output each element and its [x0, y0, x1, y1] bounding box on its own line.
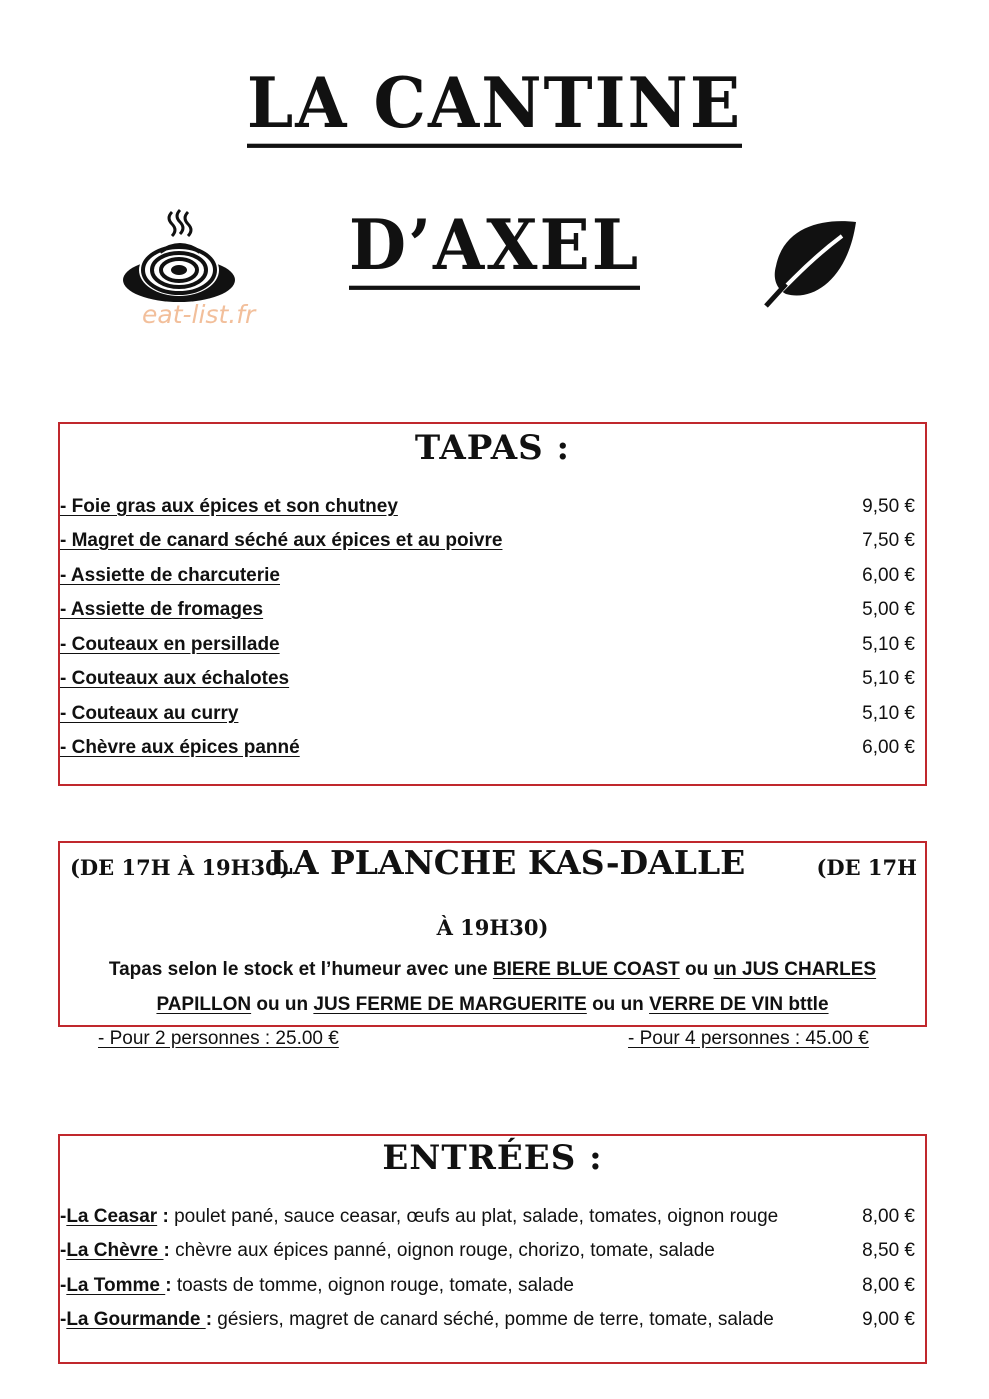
menu-item	[60, 599, 925, 621]
entrees-section	[58, 1134, 927, 1364]
planche-hours-continued: À 19H30)	[436, 915, 549, 940]
menu-item	[60, 668, 925, 690]
item-name: - Chèvre aux épices panné	[60, 737, 300, 758]
item-name: - Assiette de fromages	[60, 599, 264, 620]
item-prefix: -	[60, 1275, 67, 1296]
item-name: - Couteaux au curry	[60, 703, 239, 724]
item-name: La Chèvre	[66, 1240, 164, 1261]
item-prefix: -	[60, 1240, 67, 1261]
title-line1-text: LA CANTINE	[247, 68, 742, 148]
item-prefix: -	[60, 1206, 67, 1227]
item-description: poulet pané, sauce ceasar, œufs au plat, salade, tomates, oignon rouge	[174, 1206, 779, 1227]
watermark: eat-list.fr	[142, 300, 256, 329]
desc-highlight: PAPILLON	[156, 994, 252, 1015]
item-separator: :	[205, 1309, 218, 1330]
planche-price-4-people: - Pour 4 personnes : 45.00 €	[628, 1028, 869, 1049]
planche-hours-right: (DE 17H	[816, 855, 917, 880]
desc-text: ou un	[586, 994, 650, 1015]
item-price: 8,50 €	[862, 1240, 915, 1261]
item-name: La Ceasar	[66, 1206, 158, 1227]
item-name: - Magret de canard séché aux épices et au poivre	[60, 530, 503, 551]
desc-text: Tapas selon le stock et l’humeur avec une	[108, 959, 493, 980]
item-separator: :	[163, 1240, 176, 1261]
item-description: toasts de tomme, oignon rouge, tomate, salade	[176, 1275, 574, 1296]
item-description: gésiers, magret de canard séché, pomme de terre, tomate, salade	[217, 1309, 774, 1330]
item-price: 6,00 €	[862, 737, 915, 758]
item-description: chèvre aux épices panné, oignon rouge, chorizo, tomate, salade	[175, 1240, 715, 1261]
steaming-bowl-icon	[120, 208, 238, 308]
item-price: 5,10 €	[862, 668, 915, 689]
planche-title: LA PLANCHE KAS-DALLE	[269, 843, 746, 882]
leaf-icon	[764, 218, 860, 308]
menu-item	[60, 496, 925, 518]
item-price: 5,10 €	[862, 703, 915, 724]
menu-item	[60, 634, 925, 656]
item-name: La Gourmande	[66, 1309, 206, 1330]
title-line2-text: D’AXEL	[349, 210, 640, 290]
desc-text: ou un	[251, 994, 314, 1015]
entrees-title: ENTRÉES :	[382, 1138, 603, 1178]
item-name: - Couteaux en persillade	[60, 634, 280, 655]
menu-item	[60, 1240, 925, 1262]
menu-item	[60, 530, 925, 552]
planche-description-line1	[60, 959, 925, 981]
desc-highlight: JUS FERME DE MARGUERITE	[313, 994, 587, 1015]
desc-highlight: un JUS CHARLES	[713, 959, 877, 980]
menu-item	[60, 565, 925, 587]
menu-item	[60, 737, 925, 759]
item-separator: :	[165, 1275, 177, 1296]
restaurant-title-line1	[0, 61, 989, 146]
menu-item	[60, 1275, 925, 1297]
menu-item	[60, 1206, 925, 1228]
item-name: La Tomme	[66, 1275, 166, 1296]
planche-section	[58, 841, 927, 1027]
item-price: 6,00 €	[862, 565, 915, 586]
item-price: 5,00 €	[862, 599, 915, 620]
item-price: 9,00 €	[862, 1309, 915, 1330]
item-price: 9,50 €	[862, 496, 915, 517]
item-name: - Assiette de charcuterie	[60, 565, 280, 586]
planche-description-line2	[60, 994, 925, 1016]
planche-hours-left: (DE 17H À 19H30)	[70, 855, 290, 880]
desc-highlight: VERRE DE VIN bttle	[649, 994, 829, 1015]
item-price: 8,00 €	[862, 1206, 915, 1227]
menu-item	[60, 703, 925, 725]
item-prefix: -	[60, 1309, 67, 1330]
item-price: 8,00 €	[862, 1275, 915, 1296]
planche-price-2-people: - Pour 2 personnes : 25.00 €	[98, 1028, 339, 1049]
desc-highlight: BIERE BLUE COAST	[492, 959, 680, 980]
desc-text: ou	[679, 959, 714, 980]
item-separator: :	[157, 1206, 175, 1227]
item-name: - Foie gras aux épices et son chutney	[60, 496, 398, 517]
menu-item	[60, 1309, 925, 1331]
item-price: 5,10 €	[862, 634, 915, 655]
tapas-title: TAPAS :	[414, 428, 571, 468]
item-price: 7,50 €	[862, 530, 915, 551]
item-name: - Couteaux aux échalotes	[60, 668, 290, 689]
tapas-section	[58, 422, 927, 786]
